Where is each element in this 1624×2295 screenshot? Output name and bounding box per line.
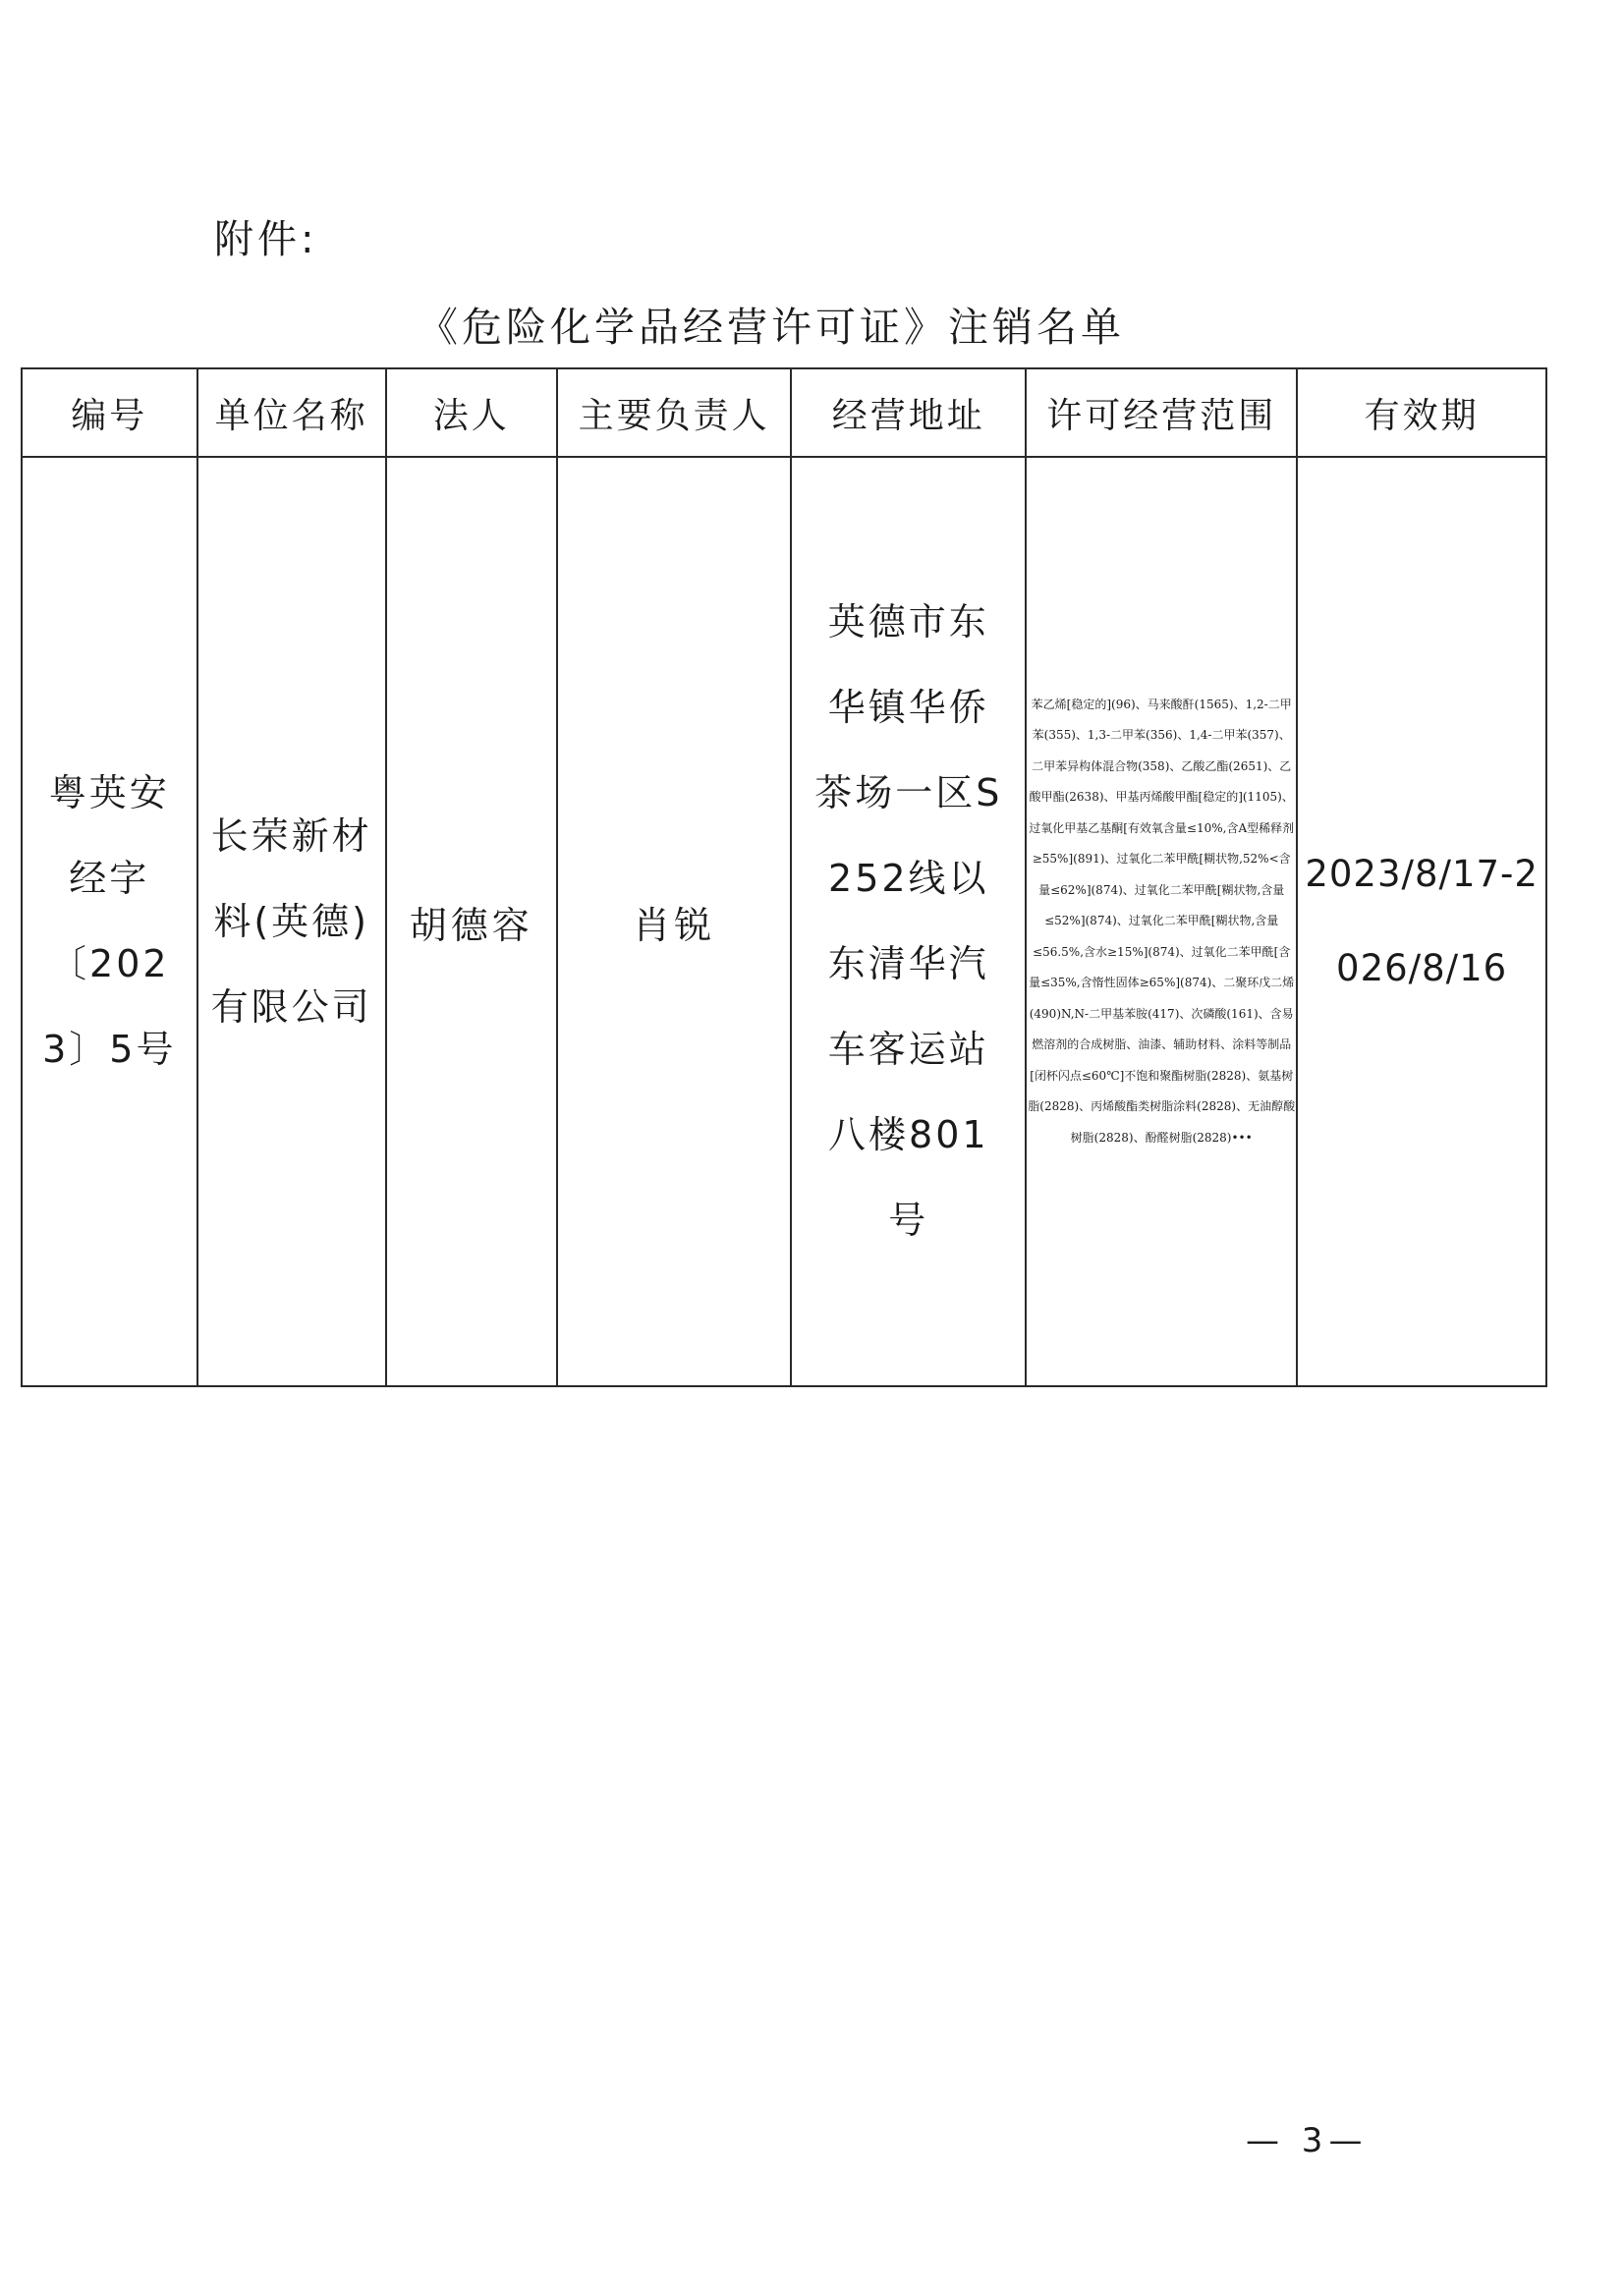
business-address-cell: 英德市东华镇华侨茶场一区S252线以东清华汽车客运站八楼801号 <box>791 457 1026 1386</box>
document-title: 《危险化学品经营许可证》注销名单 <box>418 304 1125 351</box>
validity-period-cell: 2023/8/17-2026/8/16 <box>1297 457 1546 1386</box>
header-number: 编号 <box>22 368 197 457</box>
revocation-list-table <box>21 367 1547 1387</box>
header-company-name: 单位名称 <box>197 368 386 457</box>
header-business-address: 经营地址 <box>791 368 1026 457</box>
attachment-label: 附件: <box>214 217 318 262</box>
header-principal: 主要负责人 <box>557 368 792 457</box>
company-name-cell: 长荣新材料(英德)有限公司 <box>197 457 386 1386</box>
header-validity-period: 有效期 <box>1297 368 1546 457</box>
principal-cell: 肖锐 <box>557 457 792 1386</box>
header-legal-person: 法人 <box>386 368 557 457</box>
page-number: — 3— <box>1246 2121 1369 2160</box>
header-permitted-scope: 许可经营范围 <box>1026 368 1297 457</box>
legal-person-cell: 胡德容 <box>386 457 557 1386</box>
table-row <box>22 457 1546 1386</box>
license-number-cell: 粤英安经字〔2023〕5号 <box>22 457 197 1386</box>
permitted-scope-cell: 苯乙烯[稳定的](96)、马来酸酐(1565)、1,2-二甲苯(355)、1,3-二甲苯(356)、1,4-二甲苯(357)、二甲苯异构体混合物(358)、乙酸乙酯(2651)、乙酸甲酯(2638)、甲基丙烯酸甲酯[稳定的](1105)、过氧化甲基乙基酮[有效氧含量≤10%,含A型稀释剂≥55%](891)、过氧化二苯甲酰[糊状物,52%<含量≤62%](874)、过氧化二苯甲酰[糊状物,含量≤52%](874)、过氧化二苯甲酰[糊状物,含量≤56.5%,含水≥15%](874)、过氧化二苯甲酰[含量≤35%,含惰性固体≥65%](874)、二聚环戊二烯(490)N,N-二甲基苯胺(417)、次磷酸(161)、含易燃溶剂的合成树脂、油漆、辅助材料、涂料等制品[闭杯闪点≤60℃]不饱和聚酯树脂(2828)、氨基树脂(2828)、丙烯酸酯类树脂涂料(2828)、无油醇酸树脂(2828)、酚醛树脂(2828)••• <box>1026 457 1297 1386</box>
table-header-row <box>22 368 1546 457</box>
